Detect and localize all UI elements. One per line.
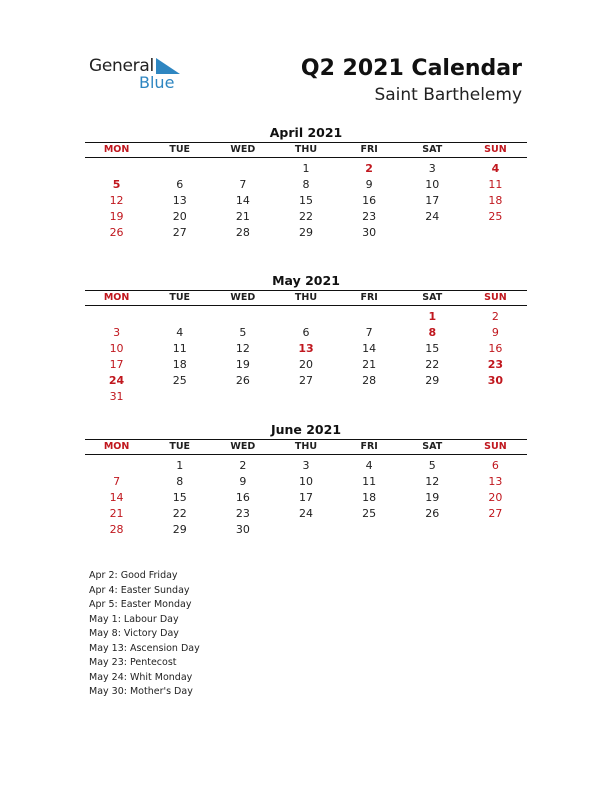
week-row [85, 522, 527, 538]
day-cell: 19 [109, 210, 124, 223]
page-title: Q2 2021 Calendar [300, 56, 522, 81]
logo-word-blue: Blue [139, 73, 175, 92]
weekday-header: TUE [169, 292, 191, 303]
week-row [85, 209, 527, 225]
week-row [85, 193, 527, 209]
day-cell [85, 309, 148, 325]
day-cell [274, 309, 337, 325]
day-cell: 15 [425, 342, 440, 355]
weekday-header: MON [103, 441, 130, 452]
week-row [85, 458, 527, 474]
day-cell: 10 [425, 178, 440, 191]
day-cell: 18 [488, 194, 503, 207]
weekday-header: MON [103, 292, 130, 303]
generalblue-logo [89, 56, 189, 96]
day-cell: 24 [425, 210, 440, 223]
day-cell: 12 [425, 475, 440, 488]
day-cell: 28 [362, 374, 377, 387]
day-cell [401, 522, 464, 538]
day-cell: 14 [235, 194, 250, 207]
week-row [85, 341, 527, 357]
day-cell: 19 [425, 491, 440, 504]
day-cell: 21 [109, 507, 124, 520]
day-cell: 12 [109, 194, 124, 207]
day-cell: 9 [365, 178, 373, 191]
day-cell: 23 [362, 210, 377, 223]
logo-triangle-icon [156, 58, 180, 74]
weekday-header: SUN [484, 144, 507, 155]
day-cell: 11 [362, 475, 377, 488]
day-cell [274, 389, 337, 405]
day-cell: 13 [172, 194, 187, 207]
day-cell: 29 [425, 374, 440, 387]
day-cell: 27 [172, 226, 187, 239]
day-cell [211, 309, 274, 325]
weekday-header: FRI [360, 292, 378, 303]
day-cell: 5 [112, 178, 121, 191]
weekday-header: SAT [422, 441, 443, 452]
week-row [85, 357, 527, 373]
day-cell: 6 [302, 326, 310, 339]
day-cell: 10 [109, 342, 124, 355]
day-cell: 3 [302, 459, 310, 472]
day-cell [338, 389, 401, 405]
day-cell: 1 [302, 162, 310, 175]
month-title: April 2021 [269, 125, 343, 140]
day-cell: 3 [428, 162, 436, 175]
holiday-item: Apr 5: Easter Monday [89, 599, 192, 610]
day-cell: 21 [362, 358, 377, 371]
day-cell: 20 [298, 358, 313, 371]
day-cell: 10 [298, 475, 313, 488]
day-cell: 4 [491, 162, 500, 175]
day-cell: 7 [113, 475, 121, 488]
day-cell: 18 [362, 491, 377, 504]
day-cell: 1 [176, 459, 184, 472]
day-cell: 26 [425, 507, 440, 520]
day-cell: 22 [298, 210, 313, 223]
week-row [85, 373, 527, 389]
holiday-item: May 8: Victory Day [89, 628, 179, 639]
weekday-header: MON [103, 144, 130, 155]
day-cell: 16 [488, 342, 503, 355]
day-cell: 30 [362, 226, 377, 239]
day-cell: 26 [109, 226, 124, 239]
day-cell [338, 309, 401, 325]
day-cell [211, 161, 274, 177]
day-cell: 15 [172, 491, 187, 504]
weekday-header: SUN [484, 292, 507, 303]
month-title: June 2021 [270, 422, 342, 437]
day-cell: 28 [109, 523, 124, 536]
day-cell: 25 [488, 210, 503, 223]
day-cell: 18 [172, 358, 187, 371]
month-june [85, 422, 527, 538]
week-row [85, 490, 527, 506]
day-cell: 6 [491, 459, 499, 472]
day-cell: 16 [235, 491, 250, 504]
day-cell: 14 [109, 491, 124, 504]
day-cell: 14 [362, 342, 377, 355]
day-cell: 7 [239, 178, 247, 191]
day-cell: 13 [298, 342, 314, 355]
day-cell: 30 [487, 374, 504, 387]
day-cell: 9 [491, 326, 499, 339]
day-cell: 2 [491, 310, 499, 323]
week-row [85, 325, 527, 341]
weekday-header: WED [230, 292, 256, 303]
holiday-item: May 30: Mother's Day [89, 686, 193, 697]
logo-word-general: General [89, 56, 154, 76]
week-row [85, 161, 527, 177]
day-cell: 30 [235, 523, 250, 536]
day-cell [148, 309, 211, 325]
day-cell [464, 522, 527, 538]
day-cell: 6 [176, 178, 184, 191]
weekday-header-row [85, 290, 527, 306]
weekday-header: FRI [360, 441, 378, 452]
day-cell [148, 389, 211, 405]
month-april [85, 125, 527, 241]
holiday-item: Apr 4: Easter Sunday [89, 584, 190, 596]
day-cell: 27 [488, 507, 503, 520]
day-cell [211, 389, 274, 405]
week-row [85, 389, 527, 405]
day-cell: 29 [298, 226, 313, 239]
day-cell [464, 389, 527, 405]
day-cell: 17 [425, 194, 440, 207]
holiday-list [89, 569, 200, 700]
holiday-item: May 1: Labour Day [89, 613, 179, 625]
day-cell: 24 [108, 374, 125, 387]
holiday-item: Apr 2: Good Friday [89, 570, 178, 581]
day-cell: 21 [235, 210, 250, 223]
day-cell [401, 389, 464, 405]
day-cell: 15 [298, 194, 313, 207]
day-cell [338, 522, 401, 538]
day-cell: 16 [362, 194, 377, 207]
week-row [85, 225, 527, 241]
day-cell: 8 [302, 178, 310, 191]
day-cell [148, 161, 211, 177]
day-cell: 11 [172, 342, 187, 355]
day-cell: 29 [172, 523, 187, 536]
weekday-header-row [85, 439, 527, 455]
day-cell: 22 [425, 358, 440, 371]
month-may [85, 273, 527, 405]
weekday-header: TUE [169, 441, 191, 452]
day-cell: 17 [298, 491, 313, 504]
day-cell [274, 522, 337, 538]
day-cell: 28 [235, 226, 250, 239]
weekday-header: WED [230, 144, 256, 155]
holiday-item: May 23: Pentecost [89, 657, 177, 668]
week-row [85, 506, 527, 522]
month-title: May 2021 [272, 273, 340, 288]
day-cell: 8 [176, 475, 184, 488]
week-row [85, 177, 527, 193]
day-cell: 11 [488, 178, 503, 191]
day-cell: 31 [109, 390, 124, 403]
weekday-header: THU [294, 144, 318, 155]
day-cell [401, 225, 464, 241]
day-cell: 22 [172, 507, 187, 520]
day-cell: 26 [235, 374, 250, 387]
day-cell: 7 [365, 326, 373, 339]
day-cell: 9 [239, 475, 247, 488]
day-cell: 19 [235, 358, 250, 371]
week-row [85, 309, 527, 325]
day-cell: 20 [172, 210, 187, 223]
day-cell: 5 [428, 459, 436, 472]
day-cell [464, 225, 527, 241]
day-cell [85, 458, 148, 474]
holiday-item: May 24: Whit Monday [89, 671, 193, 683]
holiday-item: May 13: Ascension Day [89, 642, 200, 654]
day-cell: 1 [428, 310, 437, 323]
day-cell: 4 [365, 459, 373, 472]
day-cell: 27 [298, 374, 313, 387]
day-cell: 5 [239, 326, 247, 339]
day-cell [85, 161, 148, 177]
day-cell: 17 [109, 358, 124, 371]
weekday-header: TUE [169, 144, 191, 155]
day-cell: 8 [428, 326, 437, 339]
weekday-header: SAT [422, 144, 443, 155]
weekday-header-row [85, 142, 527, 158]
weekday-header: WED [230, 441, 256, 452]
weekday-header: FRI [360, 144, 378, 155]
day-cell: 2 [365, 162, 373, 175]
day-cell: 13 [488, 475, 503, 488]
weekday-header: THU [294, 441, 318, 452]
day-cell: 20 [488, 491, 503, 504]
weekday-header: SUN [484, 441, 507, 452]
day-cell: 23 [487, 358, 504, 371]
day-cell: 3 [113, 326, 121, 339]
page-subtitle: Saint Barthelemy [374, 85, 522, 105]
day-cell: 25 [362, 507, 377, 520]
day-cell: 24 [298, 507, 313, 520]
weekday-header: SAT [422, 292, 443, 303]
day-cell: 12 [235, 342, 250, 355]
day-cell: 2 [239, 459, 247, 472]
day-cell: 4 [176, 326, 184, 339]
weekday-header: THU [294, 292, 318, 303]
day-cell: 23 [235, 507, 250, 520]
day-cell: 25 [172, 374, 187, 387]
week-row [85, 474, 527, 490]
